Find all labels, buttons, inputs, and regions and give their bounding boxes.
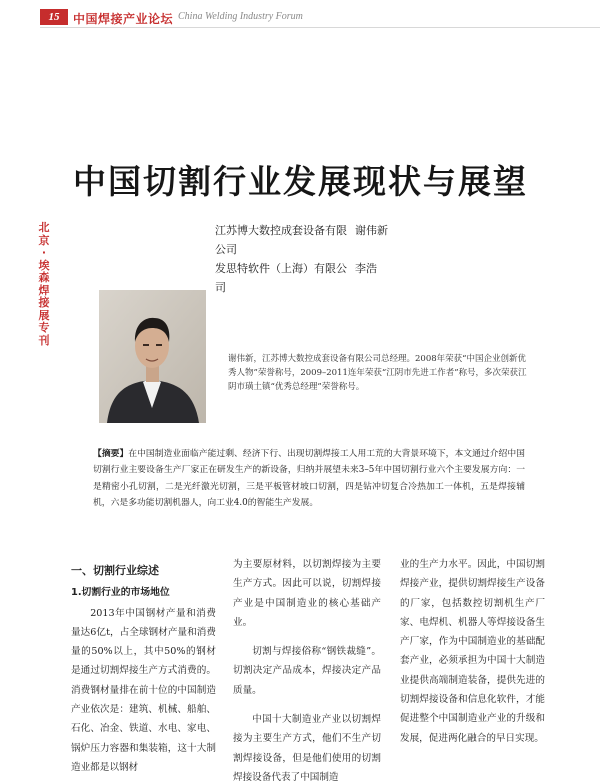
magazine-title-en: China Welding Industry Forum <box>178 11 303 22</box>
abstract <box>93 446 525 511</box>
header-divider <box>40 27 600 28</box>
side-label-char: 森 <box>38 271 50 284</box>
author-portrait <box>99 290 206 423</box>
side-label-char: 专 <box>38 321 50 334</box>
page-header <box>0 0 600 30</box>
author-block <box>215 221 388 297</box>
author-name: 谢伟新 <box>355 224 388 237</box>
paragraph: 2013年中国钢材产量和消费量达6亿t，占全球钢材产量和消费量的50%以上，其中50%的钢材是通过切割焊接生产方式消费的。消费钢材量排在前十位的中国制造产业依次是：建筑、机械、船舶、石化、冶金、铁道、水电、家电、锅炉压力容器和集装箱，这十大制造业都是以钢材 <box>71 607 216 773</box>
side-label-char: 焊 <box>38 283 50 297</box>
side-label-char: · <box>41 246 47 259</box>
paragraph: 为主要原材料，以切割焊接为主要生产方式。因此可以说，切割焊接产业是中国制造业的核心基础产业。 <box>233 559 381 628</box>
side-label <box>36 222 52 347</box>
article-title: 中国切割行业发展现状与展望 <box>73 162 528 201</box>
magazine-title: 中国焊接产业论坛 <box>73 12 174 26</box>
subsection-title: 1.切割行业的市场地位 <box>71 587 170 599</box>
paragraph: 业的生产力水平。因此，中国切割焊接产业，提供切割焊接生产设备的厂家，包括数控切割机生产厂家、电焊机、机器人等焊接设备生产厂家，作为中国制造业的基础配套产业，必须承担为中国十大制造业提供高端制造装备，提供先进的切割焊接设备和信息化软件，才能促进整个中国制造业产业的升级和发展，促进两化融合的早日实现。 <box>400 559 545 744</box>
paragraph: 切割与焊接俗称“钢铁裁缝”。切割决定产品成本，焊接决定产品质量。 <box>233 646 381 696</box>
page-number: 15 <box>40 9 68 25</box>
author-bio: 谢伟新，江苏博大数控成套设备有限公司总经理。2008年荣获“中国企业创新优秀人物”荣誉称号，2009–2011连年荣获“江阴市先进工作者”称号，多次荣获江阴市璜土镇“优秀总经理”荣誉称号。 <box>228 354 527 392</box>
body-column-2 <box>233 555 381 783</box>
author-row <box>215 221 388 259</box>
side-label-char: 埃 <box>38 258 50 272</box>
body-column-3 <box>400 555 545 748</box>
side-label-char: 北 <box>38 221 50 234</box>
side-label-char: 刊 <box>38 333 50 347</box>
paragraph: 中国十大制造业产业以切割焊接为主要生产方式，他们不生产切割焊接设备，但是他们使用的切割焊接设备代表了中国制造 <box>233 714 381 783</box>
abstract-text: 在中国制造业面临产能过剩、经济下行、出现切割焊接工人用工荒的大背景环境下，本文通过介绍中国切割行业主要设备生产厂家正在研发生产的新设备，归纳并展望未来3–5年中国切割行业六个主要发展方向：一是精密小孔切割，二是光纤激光切割，三是平板管材坡口切割，四是钻冲切复合冷热加工一体机，五是焊接辅机，六是多功能切割机器人，向工业4.0的智能生产发展。 <box>93 449 525 508</box>
author-company: 发思特软件（上海）有限公司 <box>215 262 347 294</box>
section-title: 一、切割行业综述 <box>71 564 159 577</box>
author-row <box>215 259 388 297</box>
body-column-1 <box>71 555 216 777</box>
abstract-tag: 【摘要】 <box>93 449 129 459</box>
side-label-char: 接 <box>38 296 50 309</box>
side-label-char: 京 <box>38 233 50 247</box>
author-name: 李浩 <box>355 262 377 275</box>
author-company: 江苏博大数控成套设备有限公司 <box>215 224 347 256</box>
side-label-char: 展 <box>38 308 50 322</box>
